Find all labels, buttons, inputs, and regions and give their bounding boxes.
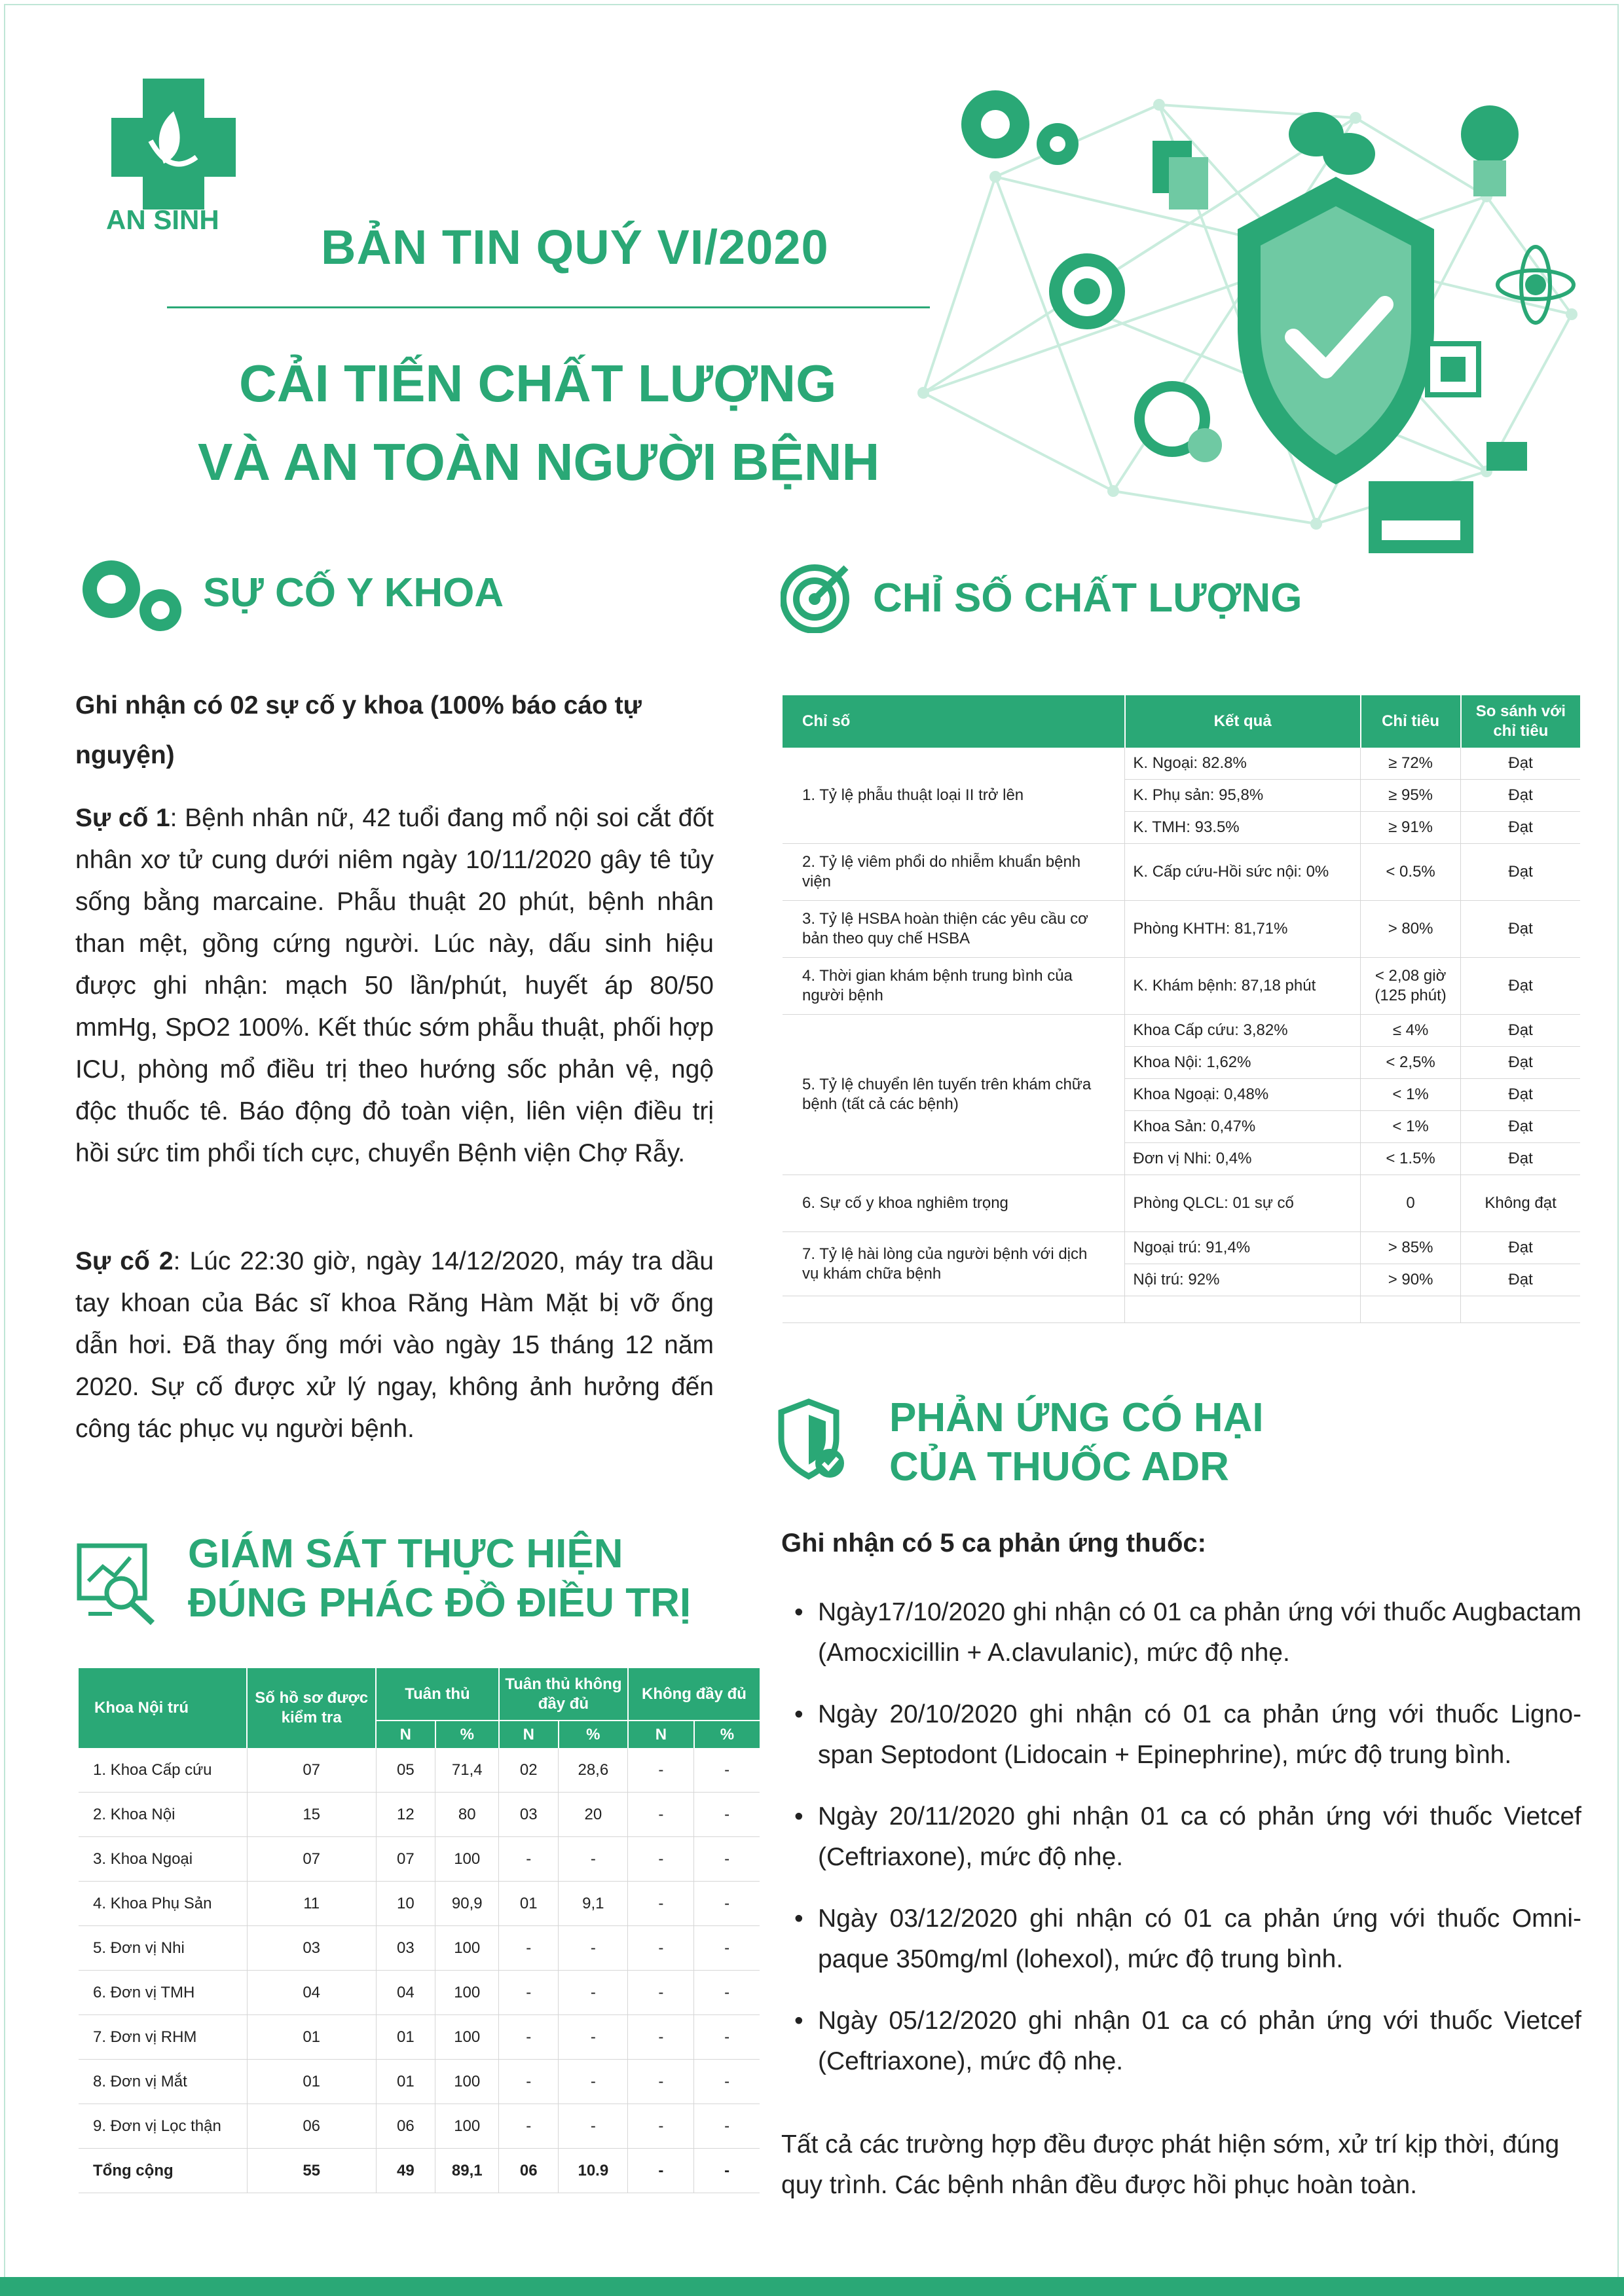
table-row [79,1971,760,2015]
incomplete-pct-cell: - [694,2104,760,2149]
result-cell: Phòng KHTH: 81,71% [1125,901,1361,958]
header-divider [167,306,930,308]
issue-title: BẢN TIN QUÝ VI/2020 [321,220,829,274]
partial-pct-cell: 9,1 [559,1882,628,1926]
incomplete-pct-cell: - [694,1926,760,1971]
partial-n-cell: - [499,1837,559,1882]
comply-pct-cell: 100 [435,2104,499,2149]
result-cell: Khoa Cấp cứu: 3,82% [1125,1015,1361,1047]
adr-item: • Ngày 20/11/2020 ghi nhận 01 ca có phản ứng với thuốc Vietcef (Ceftriaxone), mức độ nhẹ. [781,1796,1581,1878]
compare-cell: Không đạt [1461,1175,1580,1232]
adr-list-wrap [781,1592,1581,2103]
adr-conclusion: Tất cả các trường hợp đều được phát hiện sớm, xử trí kịp thời, đúng quy trình. Các bệnh nhân đều được hồi phục hoàn toàn. [781,2130,1560,2199]
dept-cell: 6. Đơn vị TMH [79,1971,247,2015]
incomplete-n-cell: - [628,1748,694,1793]
dept-cell: 1. Khoa Cấp cứu [79,1748,247,1793]
result-cell: Khoa Ngoại: 0,48% [1125,1079,1361,1111]
col-comply: Tuân thủ [376,1668,499,1721]
dept-cell: 5. Đơn vị Nhi [79,1926,247,1971]
comply-pct-cell: 90,9 [435,1882,499,1926]
incomplete-pct-cell: - [694,2060,760,2104]
partial-pct-cell: - [559,2015,628,2060]
empty-cell [1361,1296,1461,1323]
indicator-cell: 5. Tỷ lệ chuyển lên tuyến trên khám chữa bệnh (tất cả các bệnh) [783,1015,1125,1175]
quality-empty-row [783,1296,1580,1323]
records-cell: 01 [247,2015,376,2060]
col-incomplete: Không đầy đủ [628,1668,760,1721]
comply-n-cell: 01 [376,2060,435,2104]
incomplete-pct-cell: - [694,1837,760,1882]
indicator-cell: 1. Tỷ lệ phẫu thuật loại II trở lên [783,748,1125,844]
sub-n: N [376,1721,435,1748]
main-title-line1: CẢI TIẾN CHẤT LƯỢNG [239,354,837,412]
quality-table [783,695,1580,1323]
result-cell: Phòng QLCL: 01 sự cố [1125,1175,1361,1232]
comply-pct-cell: 80 [435,1793,499,1837]
comply-n-cell: 10 [376,1882,435,1926]
empty-cell [1125,1296,1361,1323]
partial-pct-cell: - [559,1971,628,2015]
dept-cell: Tổng cộng [79,2149,247,2193]
adr-item: • Ngày 20/10/2020 ghi nhận có 01 ca phản ứng với thuốc Ligno-span Septodont (Lidocain + Epinephrine), mức độ trung bình. [781,1694,1581,1776]
dept-cell: 2. Khoa Nội [79,1793,247,1837]
col-compare: So sánh với chỉ tiêu [1461,695,1580,748]
sub-pct: % [694,1721,760,1748]
case-1-label: Sự cố 1 [75,804,170,832]
target-cell: < 1.5% [1361,1143,1461,1175]
incomplete-n-cell: - [628,1882,694,1926]
quality-row [783,1175,1580,1232]
case-1-text: : Bệnh nhân nữ, 42 tuổi đang mổ nội soi cắt đốt nhân xơ tử cung dưới niêm ngày 10/11/2020 gây tê tủy sống bằng marcaine. Phẫu thuật 20 phút, bệnh nhân than mệt, gồng cứng người. Lúc này, dấu sinh hiệu được ghi nhận: mạch 50 lần/phút, huyết áp 80/50 mmHg, SpO2 100%. Kết thúc sớm phẫu thuật, phối hợp ICU, phòng mổ điều trị theo hướng sốc phản vệ, ngộ độc thuốc tê. Báo động đỏ toàn viện, liên viện điều trị hồi sức tim phổi tích cực, chuyển Bệnh viện Chợ Rẫy. [75,804,714,1167]
comply-pct-cell: 71,4 [435,1748,499,1793]
result-cell: K. TMH: 93.5% [1125,812,1361,844]
compare-cell: Đạt [1461,844,1580,901]
partial-n-cell: - [499,2015,559,2060]
incident-case-2 [75,1241,714,1450]
shield-check-icon [776,1398,848,1483]
sub-pct: % [559,1721,628,1748]
incomplete-n-cell: - [628,2015,694,2060]
target-cell: 0 [1361,1175,1461,1232]
result-cell: K. Cấp cứu-Hồi sức nội: 0% [1125,844,1361,901]
comply-n-cell: 06 [376,2104,435,2149]
table-row [79,1837,760,1882]
records-cell: 07 [247,1837,376,1882]
records-cell: 11 [247,1882,376,1926]
comply-pct-cell: 100 [435,1926,499,1971]
records-cell: 15 [247,1793,376,1837]
incomplete-n-cell: - [628,2149,694,2193]
partial-pct-cell: - [559,2060,628,2104]
quality-row [783,748,1580,780]
col-records: Số hồ sơ được kiểm tra [247,1668,376,1748]
sub-n: N [499,1721,559,1748]
indicator-cell: 7. Tỷ lệ hài lòng của người bệnh với dịch vụ khám chữa bệnh [783,1232,1125,1296]
target-cell: > 90% [1361,1264,1461,1296]
compare-cell: Đạt [1461,812,1580,844]
table-row [79,1882,760,1926]
table-row [79,2104,760,2149]
total-row [79,2149,760,2193]
incomplete-n-cell: - [628,2104,694,2149]
comply-n-cell: 05 [376,1748,435,1793]
incomplete-pct-cell: - [694,1971,760,2015]
target-cell: ≥ 91% [1361,812,1461,844]
header-illustration [897,65,1591,563]
gears-icon [75,556,187,635]
dept-cell: 8. Đơn vị Mắt [79,2060,247,2104]
col-dept: Khoa Nội trú [79,1668,247,1748]
target-cell: < 0.5% [1361,844,1461,901]
incomplete-n-cell: - [628,1837,694,1882]
adr-item: • Ngày 05/12/2020 ghi nhận 01 ca có phản ứng với thuốc Vietcef (Ceftriaxone), mức độ nhẹ. [781,2001,1581,2082]
table-row [79,1748,760,1793]
quality-row [783,1232,1580,1264]
cross-logo-icon [92,79,255,210]
adr-item: • Ngày17/10/2020 ghi nhận có 01 ca phản ứng với thuốc Augbactam (Amocxicillin + A.clavulanic), mức độ nhẹ. [781,1592,1581,1673]
records-cell: 01 [247,2060,376,2104]
table-row [79,2015,760,2060]
records-cell: 55 [247,2149,376,2193]
partial-pct-cell: 28,6 [559,1748,628,1793]
adr-summary: Ghi nhận có 5 ca phản ứng thuốc: [781,1529,1206,1558]
monitoring-table-wrap [79,1668,760,2193]
quality-table-wrap [783,695,1580,1323]
quality-row [783,1015,1580,1047]
dept-cell: 4. Khoa Phụ Sản [79,1882,247,1926]
result-cell: Khoa Sản: 0,47% [1125,1111,1361,1143]
compare-cell: Đạt [1461,1015,1580,1047]
compare-cell: Đạt [1461,1079,1580,1111]
empty-cell [1461,1296,1580,1323]
comply-pct-cell: 100 [435,1971,499,2015]
partial-n-cell: 06 [499,2149,559,2193]
result-cell: Nội trú: 92% [1125,1264,1361,1296]
adr-heading-line1: PHẢN ỨNG CÓ HẠI [889,1395,1264,1440]
comply-n-cell: 07 [376,1837,435,1882]
target-cell: ≥ 72% [1361,748,1461,780]
comply-pct-cell: 89,1 [435,2149,499,2193]
target-cell: ≥ 95% [1361,780,1461,812]
result-cell: K. Ngoại: 82.8% [1125,748,1361,780]
indicator-cell: 3. Tỷ lệ HSBA hoàn thiện các yêu cầu cơ bản theo quy chế HSBA [783,901,1125,958]
monitoring-heading-line1: GIÁM SÁT THỰC HIỆN [188,1531,623,1576]
compare-cell: Đạt [1461,958,1580,1015]
dept-cell: 3. Khoa Ngoại [79,1837,247,1882]
indicator-cell: 6. Sự cố y khoa nghiêm trọng [783,1175,1125,1232]
target-cell: > 85% [1361,1232,1461,1264]
compare-cell: Đạt [1461,901,1580,958]
target-cell: < 1% [1361,1079,1461,1111]
monitoring-table [79,1668,760,2193]
compare-cell: Đạt [1461,1232,1580,1264]
result-cell: Ngoại trú: 91,4% [1125,1232,1361,1264]
comply-n-cell: 49 [376,2149,435,2193]
main-title-line2: VÀ AN TOÀN NGƯỜI BỆNH [198,433,880,491]
target-cell: < 1% [1361,1111,1461,1143]
dept-cell: 9. Đơn vị Lọc thận [79,2104,247,2149]
partial-n-cell: - [499,2104,559,2149]
partial-pct-cell: 10.9 [559,2149,628,2193]
comply-n-cell: 12 [376,1793,435,1837]
sub-pct: % [435,1721,499,1748]
partial-pct-cell: - [559,1926,628,1971]
incident-summary [75,681,714,780]
table-row [79,2060,760,2104]
comply-pct-cell: 100 [435,2015,499,2060]
target-icon [781,560,854,633]
indicator-cell: 2. Tỷ lệ viêm phổi do nhiễm khuẩn bệnh viện [783,844,1125,901]
records-cell: 06 [247,2104,376,2149]
records-cell: 04 [247,1971,376,2015]
comply-pct-cell: 100 [435,2060,499,2104]
target-cell: ≤ 4% [1361,1015,1461,1047]
incident-summary-text: Ghi nhận có 02 sự cố y khoa (100% báo cáo tự nguyện) [75,691,642,769]
case-2-label: Sự cố 2 [75,1247,174,1275]
result-cell: Đơn vị Nhi: 0,4% [1125,1143,1361,1175]
compare-cell: Đạt [1461,1047,1580,1079]
dept-cell: 7. Đơn vị RHM [79,2015,247,2060]
incomplete-pct-cell: - [694,2015,760,2060]
adr-heading-line2: CỦA THUỐC ADR [889,1444,1229,1489]
monitoring-chart-icon [75,1542,160,1627]
empty-cell [783,1296,1125,1323]
quality-row [783,958,1580,1015]
brand-name: AN SINH [106,204,219,235]
compare-cell: Đạt [1461,1111,1580,1143]
result-cell: Khoa Nội: 1,62% [1125,1047,1361,1079]
result-cell: K. Phụ sản: 95,8% [1125,780,1361,812]
incomplete-pct-cell: - [694,1882,760,1926]
quality-header-row [783,695,1580,748]
compare-cell: Đạt [1461,780,1580,812]
partial-n-cell: - [499,1926,559,1971]
comply-n-cell: 01 [376,2015,435,2060]
indicator-cell: 4. Thời gian khám bệnh trung bình của người bệnh [783,958,1125,1015]
table-row [79,1793,760,1837]
quality-row [783,844,1580,901]
table-row [79,1926,760,1971]
incomplete-n-cell: - [628,1793,694,1837]
result-cell: K. Khám bệnh: 87,18 phút [1125,958,1361,1015]
col-indicator: Chỉ số [783,695,1125,748]
incident-heading: SỰ CỐ Y KHOA [203,570,504,615]
partial-n-cell: - [499,1971,559,2015]
sub-n: N [628,1721,694,1748]
bottom-bar [0,2277,1624,2296]
partial-pct-cell: - [559,1837,628,1882]
adr-item: • Ngày 03/12/2020 ghi nhận có 01 ca phản ứng với thuốc Omni-paque 350mg/ml (lohexol), mức độ trung bình. [781,1899,1581,1980]
comply-n-cell: 03 [376,1926,435,1971]
comply-n-cell: 04 [376,1971,435,2015]
compare-cell: Đạt [1461,1143,1580,1175]
case-2-text: : Lúc 22:30 giờ, ngày 14/12/2020, máy tra dầu tay khoan của Bác sĩ khoa Răng Hàm Mặt bị vỡ ống dẫn hơi. Đã thay ống mới vào ngày 15 tháng 12 năm 2020. Sự cố được xử lý ngay, không ảnh hưởng đến công tác phục vụ người bệnh. [75,1247,714,1443]
incomplete-n-cell: - [628,2060,694,2104]
quality-row [783,901,1580,958]
incident-case-1 [75,797,714,1175]
incomplete-pct-cell: - [694,1793,760,1837]
partial-n-cell: - [499,2060,559,2104]
adr-list [781,1592,1581,2082]
compare-cell: Đạt [1461,1264,1580,1296]
partial-n-cell: 03 [499,1793,559,1837]
logo [92,79,255,249]
partial-n-cell: 02 [499,1748,559,1793]
incomplete-n-cell: - [628,1971,694,2015]
incomplete-pct-cell: - [694,1748,760,1793]
col-result: Kết quả [1125,695,1361,748]
target-cell: < 2,5% [1361,1047,1461,1079]
partial-pct-cell: 20 [559,1793,628,1837]
compare-cell: Đạt [1461,748,1580,780]
records-cell: 03 [247,1926,376,1971]
comply-pct-cell: 100 [435,1837,499,1882]
target-cell: < 2,08 giờ (125 phút) [1361,958,1461,1015]
col-target: Chỉ tiêu [1361,695,1461,748]
target-cell: > 80% [1361,901,1461,958]
monitoring-heading-line2: ĐÚNG PHÁC ĐỒ ĐIỀU TRỊ [188,1580,692,1626]
incomplete-pct-cell: - [694,2149,760,2193]
monitoring-header-row-1 [79,1668,760,1721]
quality-heading: CHỈ SỐ CHẤT LƯỢNG [873,575,1302,621]
records-cell: 07 [247,1748,376,1793]
partial-n-cell: 01 [499,1882,559,1926]
partial-pct-cell: - [559,2104,628,2149]
incomplete-n-cell: - [628,1926,694,1971]
col-partial: Tuân thủ không đầy đủ [499,1668,628,1721]
